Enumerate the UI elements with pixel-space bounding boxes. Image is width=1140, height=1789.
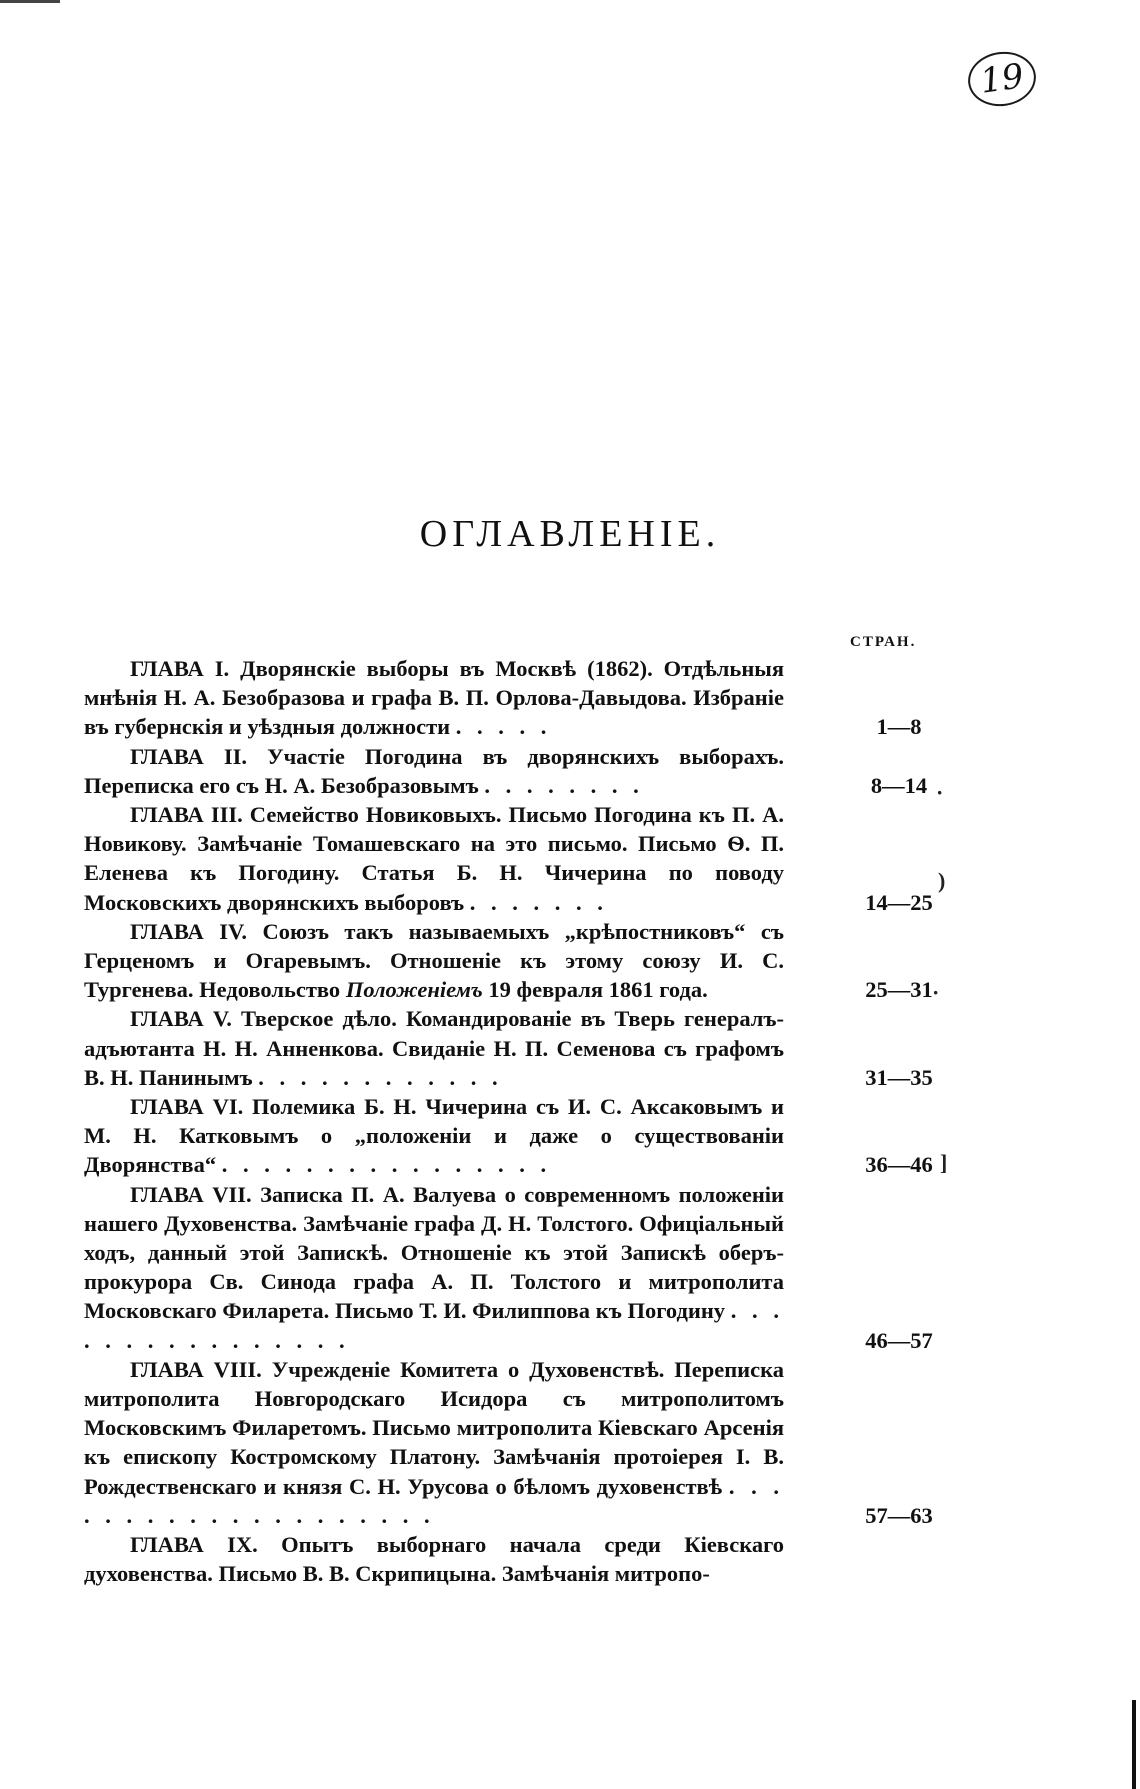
toc-entry-3[interactable] [84, 800, 933, 917]
chapter-label: ГЛАВА I. [130, 656, 230, 681]
page-range: 31—35 [865, 1064, 933, 1090]
leader-dots: . . . . . [455, 714, 552, 740]
toc-entry-8[interactable] [84, 1355, 933, 1530]
chapter-description: Тверское дѣло. Командированіе въ Тверь генералъ-адъютанта Н. Н. Анненкова. Свиданіе Н. П. Семенова съ графомъ В. Н. Панинымъ [84, 1006, 785, 1090]
page-range: 46—57 [865, 1327, 933, 1353]
chapter-description: Записка П. А. Валуева о современномъ положеніи нашего Духовенства. Замѣчаніе графа Д. Н. Толстого. Офиціальный ходъ, данный этой Запискѣ. Отношеніе къ этой Запискѣ оберъ-прокурора Св. Синода графа А. П. Толстого и митрополита Московскаго Филарета. Письмо Т. И. Филиппова къ Погодину [84, 1181, 784, 1324]
page-range: 36—46 [865, 1152, 933, 1178]
chapter-label: ГЛАВА III. [130, 802, 243, 828]
page-range: 8—14 [870, 772, 928, 798]
chapter-label: ГЛАВА VIII. [130, 1356, 262, 1382]
pages-column-header: СТРАН. [850, 634, 917, 650]
chapter-label: ГЛАВА VII. [130, 1181, 252, 1207]
toc-entry-1[interactable] [84, 654, 922, 742]
page-range: 1—8 [876, 714, 922, 740]
chapter-description: Дворянскіе выборы въ Москвѣ (1862). Отдѣльныя мнѣнія Н. А. Безобразова и графа В. П. Орлова-Давыдова. Избраніе въ губернскія и уѣздныя должности [84, 656, 785, 740]
chapter-description-tail: 19 февраля 1861 года. [488, 977, 708, 1003]
leader-dots: . . . . . . . . . . . . . . . . [221, 1152, 552, 1178]
toc-entry-4[interactable] [84, 917, 933, 1005]
margin-bracket-mark: ) [938, 868, 946, 893]
chapter-label: ГЛАВА IX. [130, 1532, 258, 1558]
margin-bracket-mark: ] [940, 1150, 948, 1175]
page-range: 25—31 [865, 977, 933, 1003]
scan-artifact-line [0, 0, 60, 3]
chapter-description: Семейство Новиковыхъ. Письмо Погодина къ П. А. Новикову. Замѣчаніе Томашевскаго на это письмо. Письмо Ѳ. П. Еленева къ Погодину. Статья Б. Н. Чичерина по поводу Московскихъ дворянскихъ выборовъ [84, 802, 785, 915]
leader-dots: . . . . . . . . . . . . [258, 1064, 503, 1090]
leader-dots: . . . . . . . . [484, 772, 644, 798]
leader-dots: . . . . . . . . . . . . . . . . [84, 1298, 784, 1353]
toc-entry-7[interactable] [84, 1180, 933, 1355]
page-range: 57—63 [865, 1502, 933, 1528]
chapter-description: Союзъ такъ называемыхъ „крѣпостниковъ“ съ Герценомъ и Огаревымъ. Отношеніе къ этому союзу И. С. Тургенева. Недовольство [84, 918, 784, 1003]
page-number-stamp: 19 [965, 48, 1040, 111]
chapter-italic-term: Положеніемъ [345, 977, 483, 1003]
toc-entry-2[interactable] [84, 742, 928, 800]
chapter-description: Полемика Б. Н. Чичерина съ И. С. Аксаковымъ и М. Н. Катковымъ о „положеніи и даже о существованіи Дворянства“ [84, 1094, 785, 1178]
chapter-label: ГЛАВА IV. [130, 918, 247, 944]
leader-dots: . . . . . . . [469, 889, 608, 915]
page-range: 14—25 [865, 889, 933, 915]
chapter-label: ГЛАВА V. [130, 1006, 232, 1032]
scan-edge-bar [1132, 1700, 1136, 1789]
leader-dots: . . . . . . . . . . . . . . . . . . . . [84, 1473, 785, 1528]
table-of-contents [84, 654, 933, 1589]
chapter-description: Учрежденіе Комитета о Духовенствѣ. Переписка митрополита Новгородскаго Исидора съ митрополитомъ Московскимъ Филаретомъ. Письмо митрополита Кіевскаго Арсенія къ епископу Костромскому Платону. Замѣчанія протоіерея І. В. Рождественскаго и князя С. Н. Урусова о бѣломъ духовенствѣ [84, 1356, 785, 1499]
page-title: ОГЛАВЛЕНІЕ. [419, 513, 721, 555]
chapter-description: Опытъ выборнаго начала среди Кіевскаго духовенства. Письмо В. В. Скрипицына. Замѣчанія митропо- [84, 1532, 784, 1587]
margin-tick-mark: · [932, 980, 940, 1005]
chapter-description: Участіе Погодина въ дворянскихъ выборахъ. Переписка его съ Н. А. Безобразовымъ [84, 743, 785, 798]
chapter-label: ГЛАВА VI. [130, 1094, 244, 1120]
chapter-label: ГЛАВА II. [130, 743, 248, 769]
toc-entry-6[interactable] [84, 1092, 933, 1180]
margin-tick-mark: · [936, 780, 944, 805]
toc-entry-5[interactable] [84, 1004, 933, 1092]
toc-entry-9[interactable] [84, 1530, 784, 1588]
